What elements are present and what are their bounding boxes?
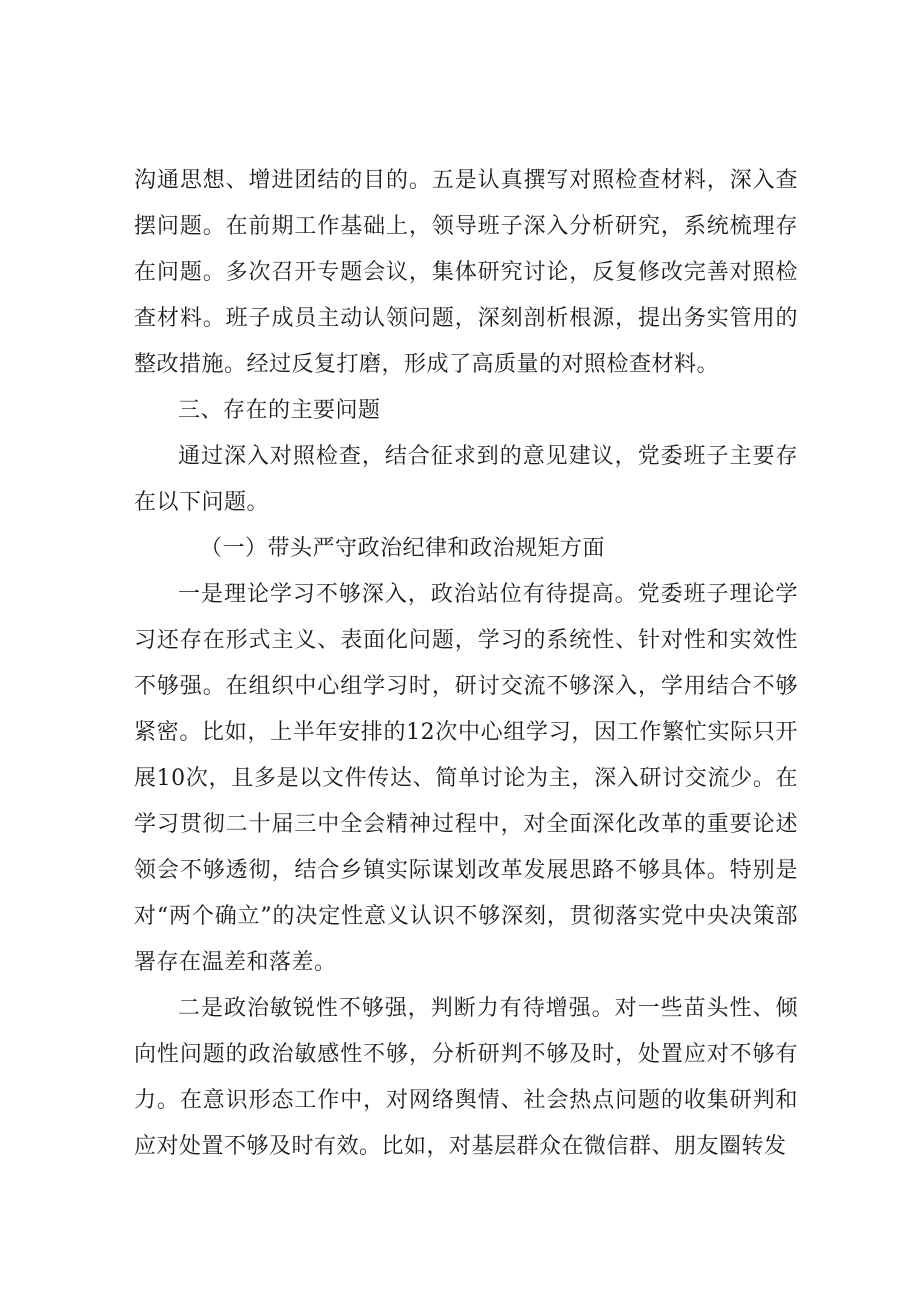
section-heading: 三、存在的主要问题 [178,398,381,423]
paragraph-continuation: 沟通思想、增进团结的目的。五是认真撰写对照检查材料，深入查摆问题。在前期工作基础上，领导班子深入分析研究，系统梳理存在问题。多次召开专题会议，集体研究讨论，反复修改完善对照检查材料。班子成员主动认领问题，深刻剖析根源，提出务实管用的整改措施。经过反复打磨，形成了高质量的对照检查材料。 [134,168,798,377]
document-body [134,158,798,1170]
subsection-heading: （一）带头严守政治纪律和政治规矩方面 [200,536,606,561]
paragraph-intro: 通过深入对照检查，结合征求到的意见建议，党委班子主要存在以下问题。 [134,444,798,515]
paragraph-problem-2: 二是政治敏锐性不够强，判断力有待增强。对一些苗头性、倾向性问题的政治敏感性不够，分析研判不够及时，处置应对不够有力。在意识形态工作中，对网络舆情、社会热点问题的收集研判和应对处置不够及时有效。比如，对基层群众在微信群、朋友圈转发 [134,996,798,1159]
paragraph-problem-1: 一是理论学习不够深入，政治站位有待提高。党委班子理论学习还存在形式主义、表面化问题，学习的系统性、针对性和实效性不够强。在组织中心组学习时，研讨交流不够深入，学用结合不够紧密。比如，上半年安排的12次中心组学习，因工作繁忙实际只开展10次，且多是以文件传达、简单讨论为主，深入研讨交流少。在学习贯彻二十届三中全会精神过程中，对全面深化改革的重要论述领会不够透彻，结合乡镇实际谋划改革发展思路不够具体。特别是对“两个确立”的决定性意义认识不够深刻，贯彻落实党中央决策部署存在温差和落差。 [134,582,798,975]
